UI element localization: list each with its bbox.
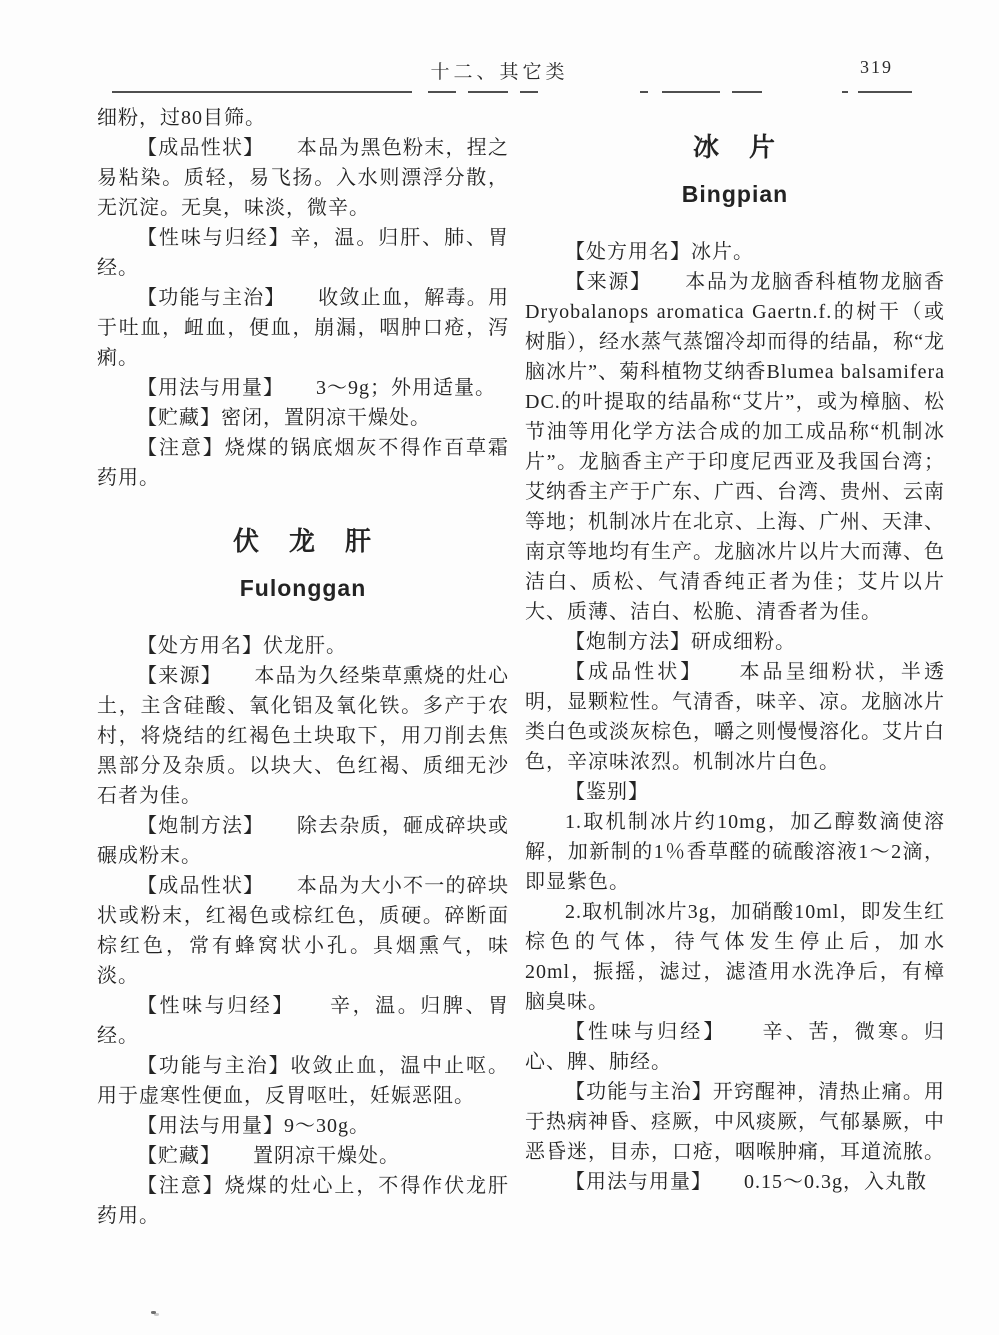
page-number: 319 — [860, 57, 893, 77]
paragraph: 【功能与主治】收敛止血，温中止呕。用于虚寒性便血，反胃呕吐，妊娠恶阻。 — [97, 1055, 509, 1107]
paragraph: 【贮藏】 置阴凉干燥处。 — [137, 1145, 400, 1167]
paragraph: 【处方用名】伏龙肝。 — [137, 635, 347, 657]
paragraph: 【用法与用量】9～30g。 — [137, 1115, 370, 1137]
paragraph: 【来源】 本品为久经柴草熏烧的灶心土，主含硅酸、氧化铝及氧化铁。多产于农村，将烧结的红褐色土块取下，用刀削去焦黑部分及杂质。以块大、色红褐、质细无沙石者为佳。 — [97, 665, 509, 807]
paragraph: 【用法与用量】 0.15～0.3g，入丸散 — [565, 1171, 927, 1193]
drug-name-heading: 伏 龙 肝 — [232, 527, 373, 556]
paragraph: 【来源】 本品为龙脑香科植物龙脑香 Dryobalanops aromatica Gaertn.f.的树干（或树脂），经水蒸气蒸馏冷却而得的结晶，称“龙脑冰片”、菊科植物艾纳香Blumea balsamifera DC.的叶提取的结晶称“艾片”，或为樟脑、松节油等用化学方法合成的加工成品称“机制冰片”。龙脑香主产于印度尼西亚及我国台湾；艾纳香主产于广东、广西、台湾、贵州、云南等地；机制冰片在北京、上海、广州、天津、南京等地均有生产。龙脑冰片以片大而薄、色洁白、质松、气清香纯正者为佳；艾片以片大、质薄、洁白、松脆、清香者为佳。 — [525, 271, 966, 623]
paragraph: 【贮藏】密闭，置阴凉干燥处。 — [137, 407, 431, 429]
paragraph: 细粉，过80目筛。 — [97, 107, 266, 129]
paragraph: 【成品性状】 本品呈细粉状，半透明，显颗粒性。气清香，味辛、凉。龙脑冰片类白色或淡灰棕色，嚼之则慢慢溶化。艾片白色，辛凉味浓烈。机制冰片白色。 — [525, 661, 945, 773]
paragraph: 【注意】烧煤的灶心上，不得作伏龙肝药用。 — [97, 1175, 509, 1227]
pinyin-heading: Fulonggan — [239, 575, 367, 601]
paragraph: 【炮制方法】 除去杂质，砸成碎块或碾成粉末。 — [97, 815, 509, 867]
paragraph: 【炮制方法】研成细粉。 — [565, 631, 796, 653]
paragraph: 【功能与主治】 收敛止血，解毒。用于吐血，衄血，便血，崩漏，咽肿口疮，泻痢。 — [97, 287, 509, 369]
paragraph: 【成品性状】 本品为大小不一的碎块状或粉末，红褐色或棕红色，质硬。碎断面棕红色，常有蜂窝状小孔。具烟熏气，味淡。 — [97, 875, 509, 987]
drug-name-heading: 冰 片 — [692, 133, 777, 162]
two-column-text-body — [97, 103, 966, 1231]
paragraph: 【用法与用量】 3～9g；外用适量。 — [137, 377, 496, 399]
header-rule — [100, 91, 912, 93]
paragraph: 【功能与主治】开窍醒神，清热止痛。用于热病神昏、痉厥，中风痰厥，气郁暴厥，中恶昏迷，目赤，口疮，咽喉肿痛，耳道流脓。 — [525, 1081, 945, 1163]
paragraph: 【成品性状】 本品为黑色粉末，捏之易粘染。质轻，易飞扬。入水则漂浮分散，无沉淀。无臭，味淡，微辛。 — [97, 137, 509, 219]
right-column — [525, 103, 966, 1197]
page-header — [0, 57, 999, 87]
left-column — [97, 103, 509, 1231]
paragraph: 【性味与归经】 辛、苦，微寒。归心、脾、肺经。 — [525, 1021, 945, 1073]
paragraph: 【处方用名】冰片。 — [565, 241, 754, 263]
scan-speck — [151, 1311, 156, 1314]
paragraph: 1.取机制冰片约10mg，加乙醇数滴使溶解，加新制的1％香草醛的硫酸溶液1～2滴，即显紫色。 — [525, 811, 945, 893]
paragraph: 【性味与归经】辛，温。归肝、肺、胃经。 — [97, 227, 509, 279]
pinyin-heading: Bingpian — [681, 181, 789, 207]
paragraph: 【性味与归经】 辛，温。归脾、胃经。 — [97, 995, 509, 1047]
section-title: 十二、其它类 — [430, 62, 569, 83]
paragraph: 【注意】烧煤的锅底烟灰不得作百草霜药用。 — [97, 437, 509, 489]
paragraph: 【鉴别】 — [565, 781, 649, 803]
paragraph: 2.取机制冰片3g，加硝酸10ml，即发生红棕色的气体，待气体发生停止后，加水20ml，振摇，滤过，滤渣用水洗净后，有樟脑臭味。 — [525, 901, 945, 1013]
